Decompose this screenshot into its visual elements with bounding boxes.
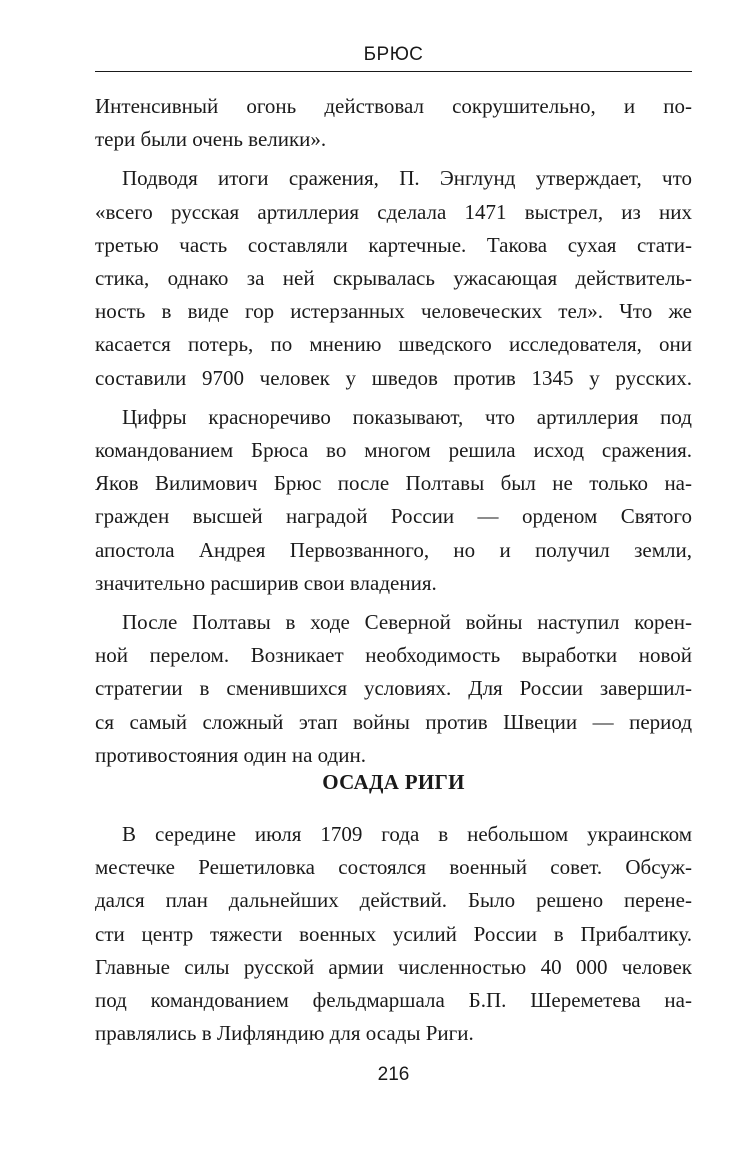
paragraph-4: [95, 606, 692, 772]
section-heading: ОСАДА РИГИ: [322, 770, 465, 794]
paragraph-1: [95, 90, 692, 156]
paragraph-2: [95, 162, 692, 394]
text-line: стратегии в сменившихся условиях. Для России завершил-: [95, 676, 692, 701]
text-line: тери были очень велики».: [95, 127, 327, 152]
text-line: ность в виде гор истерзанных человеческих тел». Что же: [95, 299, 692, 324]
text-line: ся самый сложный этап войны против Швеции — период: [95, 709, 692, 734]
text-line: Яков Вилимович Брюс после Полтавы был не только на-: [95, 471, 692, 496]
text-line: Главные силы русской армии численностью 40 000 человек: [95, 954, 692, 979]
text-line: противостояния один на один.: [95, 742, 366, 767]
text-line: сти центр тяжести военных усилий России в Прибалтику.: [95, 921, 692, 946]
text-line: После Полтавы в ходе Северной войны наступил корен-: [122, 610, 692, 635]
text-line: правлялись в Лифляндию для осады Риги.: [95, 1021, 474, 1046]
text-line: касается потерь, по мнению шведского исследователя, они: [95, 332, 692, 357]
text-line: В середине июля 1709 года в небольшом украинском: [122, 822, 692, 846]
text-line: «всего русская артиллерия сделала 1471 выстрел, из них: [95, 199, 692, 224]
text-line: значительно расширив свои владения.: [95, 570, 437, 595]
text-line: ной перелом. Возникает необходимость выработки новой: [95, 643, 692, 668]
paragraph-3: [95, 401, 692, 600]
text-line: третью часть составляли картечные. Такова сухая стати-: [95, 232, 692, 257]
text-line: дался план дальнейших действий. Было решено перене-: [95, 888, 692, 913]
text-line: составили 9700 человек у шведов против 1345 у русских.: [95, 365, 692, 390]
text-line: Подводя итоги сражения, П. Энглунд утверждает, что: [122, 166, 692, 191]
text-line: местечке Решетиловка состоялся военный совет. Обсуж-: [95, 855, 692, 880]
running-head-title: БРЮС: [363, 44, 424, 65]
text-line: гражден высшей наградой России — орденом Святого: [95, 504, 692, 529]
text-line: стика, однако за ней скрывалась ужасающая действитель-: [95, 266, 692, 291]
text-line: Интенсивный огонь действовал сокрушительно, и по-: [95, 94, 692, 118]
text-line: под командованием фельдмаршала Б.П. Шереметева на-: [95, 988, 692, 1013]
section-paragraph-1: [95, 818, 692, 1050]
page-number: 216: [377, 1064, 410, 1085]
text-line: Цифры красноречиво показывают, что артиллерия под: [122, 404, 692, 429]
section-text: [95, 818, 692, 1050]
main-text: [95, 90, 692, 772]
text-line: командованием Брюса во многом решила исход сражения.: [95, 438, 692, 463]
text-line: апостола Андрея Первозванного, но и получил земли,: [95, 537, 692, 562]
header-rule: [95, 71, 692, 72]
